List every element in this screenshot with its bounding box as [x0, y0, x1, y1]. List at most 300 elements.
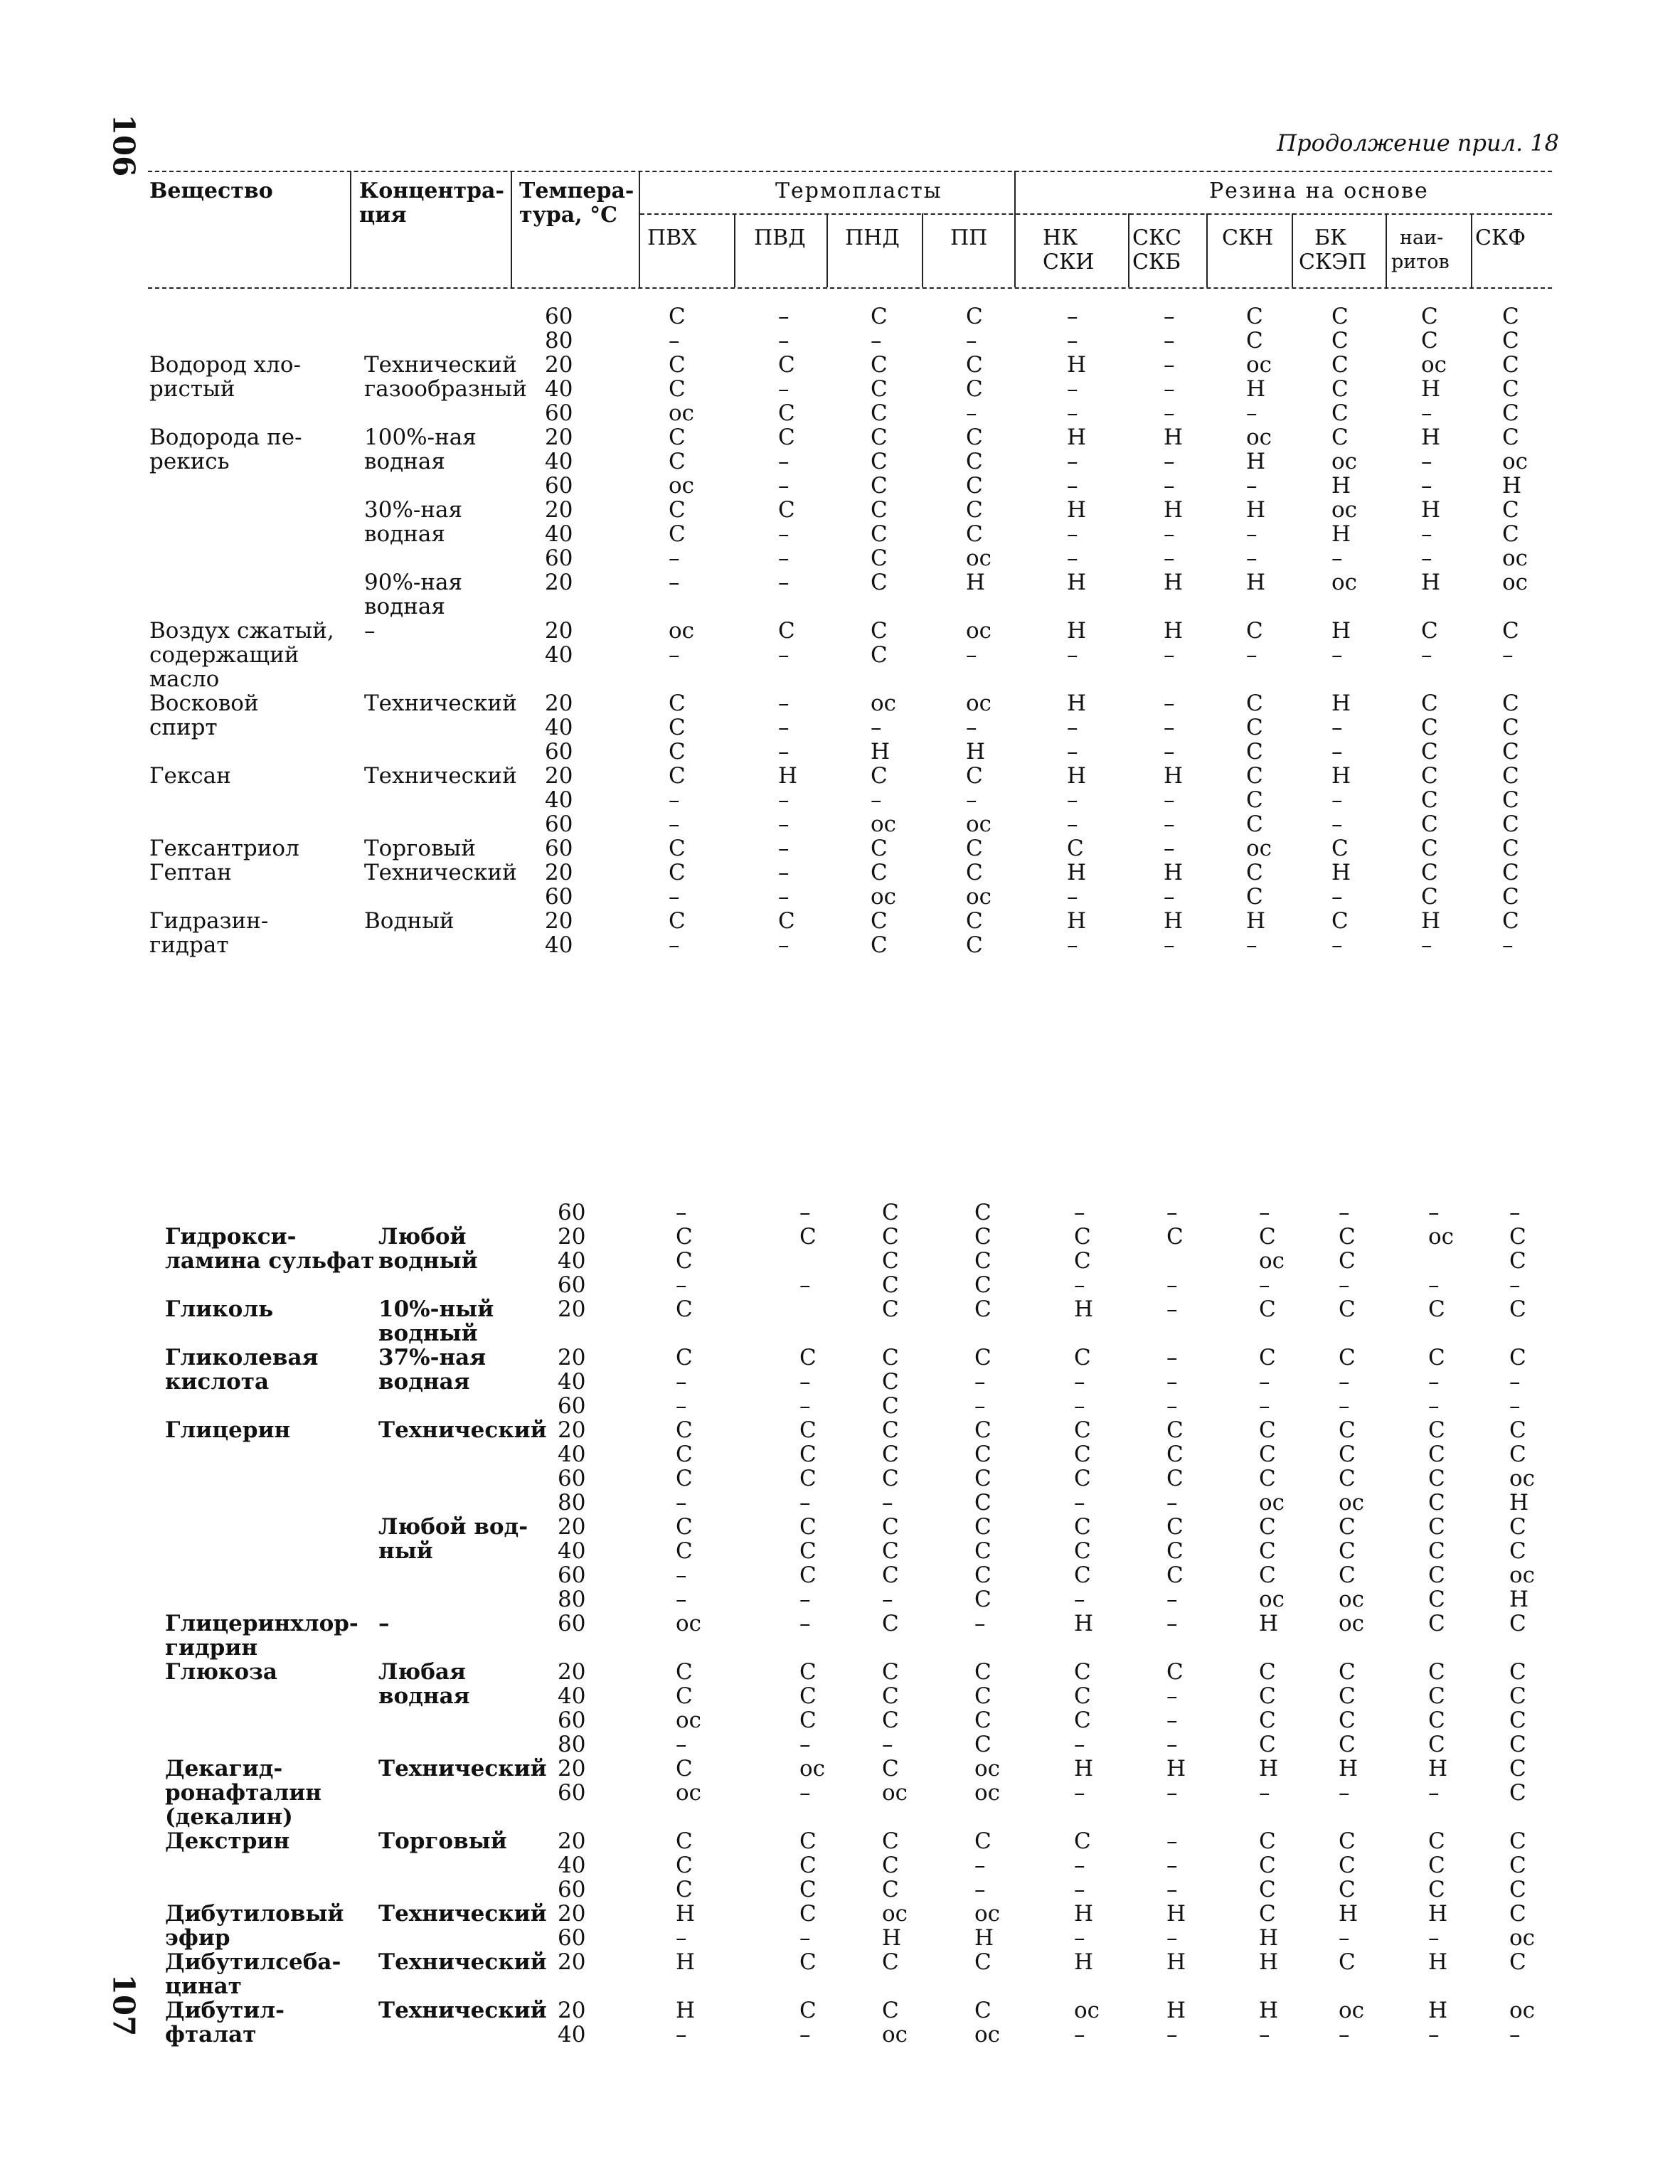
value-cell: Н	[1331, 618, 1351, 644]
value-cell: С	[974, 1272, 991, 1298]
value-cell: Н	[974, 1925, 994, 1951]
temperature-cell: 40	[545, 932, 573, 958]
value-cell: –	[778, 739, 790, 765]
value-cell: С	[1259, 1345, 1276, 1370]
temperature-cell: 60	[558, 1272, 586, 1298]
value-cell: –	[1339, 1780, 1350, 1806]
value-cell: С	[1339, 1877, 1356, 1902]
value-cell: С	[882, 1708, 899, 1733]
value-cell: –	[1259, 1780, 1270, 1806]
col-divider	[826, 213, 828, 287]
temperature-cell: 40	[545, 715, 573, 740]
value-cell: –	[1166, 1200, 1178, 1225]
value-cell: С	[1421, 860, 1438, 885]
value-cell: С	[1509, 1949, 1526, 1975]
value-cell: Н	[1164, 497, 1184, 523]
value-cell: С	[1331, 328, 1349, 353]
value-cell: С	[669, 908, 686, 934]
value-cell: С	[966, 521, 983, 547]
value-cell: Н	[1246, 497, 1266, 523]
value-cell: –	[1421, 642, 1432, 668]
value-cell: С	[1502, 715, 1519, 740]
value-cell: –	[669, 570, 680, 595]
value-cell: С	[1502, 884, 1519, 910]
value-cell: С	[1246, 763, 1263, 789]
temperature-cell: 20	[558, 1224, 586, 1250]
value-cell: –	[1331, 811, 1343, 837]
header-col-nairitov: наи- ритов	[1391, 227, 1450, 273]
temperature-cell: 80	[558, 1732, 586, 1757]
value-cell: С	[799, 1345, 817, 1370]
substance-cell: Гексан	[149, 763, 231, 789]
value-cell: –	[1067, 642, 1078, 668]
value-cell: Н	[1331, 473, 1351, 499]
value-cell: –	[669, 328, 680, 353]
value-cell: –	[1166, 2022, 1178, 2047]
value-cell: С	[669, 691, 686, 716]
value-cell: Н	[1331, 860, 1351, 885]
value-cell: –	[676, 1369, 687, 1395]
value-cell: Н	[1164, 908, 1184, 934]
value-cell: С	[778, 908, 795, 934]
temperature-cell: 60	[545, 811, 573, 837]
value-cell: –	[669, 642, 680, 668]
value-cell: –	[1509, 1393, 1521, 1419]
value-cell: –	[1166, 1828, 1178, 1854]
temperature-cell: 20	[545, 352, 573, 378]
concentration-cell: –	[364, 618, 376, 644]
value-cell: С	[882, 1683, 899, 1709]
value-cell: С	[966, 473, 983, 499]
value-cell: С	[676, 1345, 693, 1370]
value-cell: –	[1164, 521, 1175, 547]
value-cell: С	[676, 1538, 693, 1564]
value-cell: –	[799, 1587, 811, 1612]
value-cell: С	[799, 1877, 817, 1902]
value-cell: –	[1074, 1369, 1085, 1395]
concentration-cell: Любой	[378, 1224, 467, 1250]
temperature-cell: 60	[558, 1393, 586, 1419]
value-cell: С	[1502, 352, 1519, 378]
value-cell: Н	[1502, 473, 1522, 499]
value-cell: –	[1074, 1853, 1085, 1878]
value-cell: –	[778, 884, 790, 910]
value-cell: Н	[1067, 618, 1087, 644]
value-cell: С	[871, 642, 888, 668]
value-cell: С	[1246, 884, 1263, 910]
value-cell: С	[882, 1659, 899, 1685]
value-cell: С	[1509, 1828, 1526, 1854]
concentration-cell: Торговый	[364, 836, 476, 861]
value-cell: –	[778, 473, 790, 499]
value-cell: Н	[676, 1949, 696, 1975]
value-cell: Н	[1509, 1490, 1529, 1516]
value-cell: С	[1502, 787, 1519, 813]
value-cell: С	[1421, 787, 1438, 813]
value-cell: С	[1259, 1514, 1276, 1540]
value-cell: Н	[1428, 1998, 1448, 2023]
temperature-cell: 60	[558, 1877, 586, 1902]
value-cell: С	[676, 1442, 693, 1467]
value-cell: ос	[882, 2022, 908, 2047]
value-cell: –	[676, 2022, 687, 2047]
value-cell: –	[1164, 642, 1175, 668]
value-cell: Н	[1246, 908, 1266, 934]
substance-cell: Глюкоза	[165, 1659, 277, 1685]
value-cell: Н	[1164, 860, 1184, 885]
concentration-cell: Водный	[364, 908, 454, 934]
value-cell: С	[974, 1683, 991, 1709]
header-col-pvh: ПВХ	[647, 225, 697, 250]
value-cell: –	[778, 376, 790, 402]
value-cell: –	[1331, 642, 1343, 668]
value-cell: –	[799, 1393, 811, 1419]
value-cell: Н	[1509, 1587, 1529, 1612]
value-cell: С	[1428, 1490, 1445, 1516]
substance-cell: Водорода пе-	[149, 425, 302, 450]
temperature-cell: 20	[545, 425, 573, 450]
value-cell: Н	[1331, 691, 1351, 716]
value-cell: –	[778, 570, 790, 595]
value-cell: С	[1074, 1562, 1091, 1588]
value-cell: С	[799, 1683, 817, 1709]
substance-cell: цинат	[165, 1973, 242, 1999]
value-cell: С	[1509, 1683, 1526, 1709]
value-cell: –	[778, 642, 790, 668]
value-cell: С	[882, 1224, 899, 1250]
value-cell: Н	[1259, 1756, 1279, 1781]
value-cell: С	[1074, 1417, 1091, 1443]
col-divider	[350, 171, 351, 287]
value-cell: ос	[974, 1780, 1001, 1806]
value-cell: –	[974, 1393, 986, 1419]
value-cell: С	[871, 763, 888, 789]
value-cell: С	[871, 425, 888, 450]
value-cell: С	[1259, 1708, 1276, 1733]
header-col-pvd: ПВД	[754, 225, 806, 250]
value-cell: С	[799, 1659, 817, 1685]
temperature-cell: 60	[558, 1611, 586, 1636]
continuation-note: Продолжение прил. 18	[1277, 129, 1559, 156]
value-cell: Н	[1067, 860, 1087, 885]
col-divider	[1292, 213, 1293, 287]
value-cell: С	[676, 1756, 693, 1781]
temperature-cell: 60	[545, 545, 573, 571]
value-cell: –	[1067, 739, 1078, 765]
value-cell: –	[1246, 642, 1258, 668]
value-cell: С	[974, 1345, 991, 1370]
value-cell: –	[799, 1200, 811, 1225]
col-divider	[734, 213, 735, 287]
value-cell: С	[882, 1466, 899, 1491]
value-cell: С	[1259, 1828, 1276, 1854]
value-cell: Н	[882, 1925, 902, 1951]
value-cell: С	[1074, 1345, 1091, 1370]
value-cell: Н	[1166, 1949, 1186, 1975]
value-cell: С	[676, 1853, 693, 1878]
temperature-cell: 20	[558, 1949, 586, 1975]
concentration-cell: Технический	[364, 352, 517, 378]
value-cell: С	[871, 618, 888, 644]
value-cell: С	[1509, 1877, 1526, 1902]
header-rubber: Резина на основе	[1209, 179, 1429, 203]
value-cell: С	[799, 1853, 817, 1878]
value-cell: –	[1074, 1925, 1085, 1951]
value-cell: –	[1067, 304, 1078, 329]
concentration-cell: Торговый	[378, 1828, 507, 1854]
value-cell: –	[871, 715, 882, 740]
col-divider	[1014, 171, 1016, 287]
value-cell: С	[966, 376, 983, 402]
concentration-cell: водная	[364, 594, 445, 619]
value-cell: С	[1421, 691, 1438, 716]
value-cell: С	[1509, 1611, 1526, 1636]
value-cell: Н	[1421, 497, 1441, 523]
value-cell: С	[974, 1587, 991, 1612]
value-cell: С	[1166, 1417, 1184, 1443]
concentration-cell: Технический	[364, 691, 517, 716]
value-cell: С	[882, 1248, 899, 1274]
value-cell: С	[1502, 328, 1519, 353]
value-cell: –	[1067, 811, 1078, 837]
value-cell: С	[1428, 1296, 1445, 1322]
value-cell: С	[1509, 1345, 1526, 1370]
substance-cell: Декагид-	[165, 1756, 283, 1781]
substance-cell: эфир	[165, 1925, 230, 1951]
value-cell: Н	[1067, 763, 1087, 789]
value-cell: –	[1067, 376, 1078, 402]
temperature-cell: 60	[545, 836, 573, 861]
value-cell: –	[882, 1732, 893, 1757]
value-cell: С	[966, 449, 983, 474]
substance-cell: Глицеринхлор-	[165, 1611, 358, 1636]
value-cell: Н	[676, 1998, 696, 2023]
value-cell: –	[1421, 473, 1432, 499]
temperature-cell: 60	[545, 400, 573, 426]
value-cell: С	[966, 425, 983, 450]
value-cell: С	[882, 1417, 899, 1443]
value-cell: С	[882, 1877, 899, 1902]
value-cell: С	[1074, 1248, 1091, 1274]
temperature-cell: 20	[558, 1345, 586, 1370]
value-cell: –	[1166, 1925, 1178, 1951]
value-cell: С	[799, 1562, 817, 1588]
value-cell: ос	[966, 691, 992, 716]
value-cell: С	[799, 1901, 817, 1927]
value-cell: С	[1339, 1828, 1356, 1854]
header-mid-rule	[640, 213, 1552, 215]
value-cell: С	[966, 763, 983, 789]
value-cell: –	[1067, 545, 1078, 571]
value-cell: Н	[1067, 352, 1087, 378]
value-cell: С	[1421, 763, 1438, 789]
value-cell: С	[1331, 376, 1349, 402]
concentration-cell: Технический	[364, 860, 517, 885]
value-cell: –	[1331, 739, 1343, 765]
value-cell: –	[1074, 2022, 1085, 2047]
value-cell: Н	[1421, 376, 1441, 402]
value-cell: –	[1502, 642, 1514, 668]
value-cell: С	[1339, 1562, 1356, 1588]
value-cell: С	[1339, 1514, 1356, 1540]
value-cell: С	[1331, 304, 1349, 329]
temperature-cell: 40	[545, 376, 573, 402]
concentration-cell: 100%-ная	[364, 425, 477, 450]
value-cell: –	[1166, 1272, 1178, 1298]
value-cell: –	[1074, 1732, 1085, 1757]
header-col-pp: ПП	[950, 225, 988, 250]
value-cell: С	[882, 1949, 899, 1975]
value-cell: С	[1246, 304, 1263, 329]
value-cell: –	[1331, 884, 1343, 910]
value-cell: Н	[778, 763, 798, 789]
value-cell: С	[1502, 691, 1519, 716]
value-cell: –	[799, 1780, 811, 1806]
value-cell: С	[882, 1272, 899, 1298]
header-col-nk-ski: НК СКИ	[1043, 225, 1095, 275]
value-cell: ос	[1339, 1587, 1365, 1612]
value-cell: С	[1074, 1659, 1091, 1685]
value-cell: –	[1164, 884, 1175, 910]
value-cell: С	[669, 497, 686, 523]
value-cell: –	[1509, 2022, 1521, 2047]
value-cell: С	[1259, 1732, 1276, 1757]
value-cell: –	[1421, 545, 1432, 571]
substance-cell: содержащий	[149, 642, 299, 668]
substance-cell: Дибутиловый	[165, 1901, 344, 1927]
header-temperature: Темпера- тура, °С	[519, 179, 634, 228]
value-cell: С	[1339, 1732, 1356, 1757]
value-cell: –	[1428, 2022, 1440, 2047]
value-cell: С	[882, 1345, 899, 1370]
value-cell: –	[1166, 1611, 1178, 1636]
value-cell: –	[974, 1611, 986, 1636]
value-cell: Н	[1421, 908, 1441, 934]
value-cell: С	[1259, 1877, 1276, 1902]
value-cell: С	[1509, 1901, 1526, 1927]
value-cell: –	[1331, 787, 1343, 813]
header-col-pnd: ПНД	[845, 225, 900, 250]
value-cell: –	[1166, 1490, 1178, 1516]
col-divider	[1128, 213, 1129, 287]
value-cell: С	[871, 449, 888, 474]
value-cell: С	[871, 400, 888, 426]
concentration-cell: водная	[378, 1369, 470, 1395]
temperature-cell: 20	[558, 1417, 586, 1443]
value-cell: С	[882, 1442, 899, 1467]
value-cell: С	[974, 1659, 991, 1685]
value-cell: С	[1331, 425, 1349, 450]
substance-cell: спирт	[149, 715, 218, 740]
value-cell: Н	[1421, 425, 1441, 450]
header-thermoplastics: Термопласты	[775, 179, 942, 203]
value-cell: С	[974, 1708, 991, 1733]
value-cell: С	[882, 1538, 899, 1564]
value-cell: –	[871, 787, 882, 813]
substance-cell: ламина сульфат	[165, 1248, 375, 1274]
value-cell: ос	[1339, 1611, 1365, 1636]
value-cell: –	[1164, 473, 1175, 499]
value-cell: ос	[1259, 1587, 1285, 1612]
value-cell: С	[1166, 1224, 1184, 1250]
value-cell: –	[1164, 787, 1175, 813]
value-cell: –	[799, 1732, 811, 1757]
value-cell: Н	[676, 1901, 696, 1927]
value-cell: –	[871, 328, 882, 353]
value-cell: С	[871, 860, 888, 885]
value-cell: С	[1509, 1248, 1526, 1274]
value-cell: –	[778, 449, 790, 474]
value-cell: –	[974, 1853, 986, 1878]
value-cell: –	[1166, 1708, 1178, 1733]
value-cell: –	[1331, 932, 1343, 958]
concentration-cell: 90%-ная	[364, 570, 463, 595]
value-cell: С	[676, 1224, 693, 1250]
substance-cell: Декстрин	[165, 1828, 290, 1854]
value-cell: –	[1246, 932, 1258, 958]
substance-cell: гидрин	[165, 1635, 258, 1661]
header-col-sks-skb: СКС СКБ	[1132, 225, 1182, 275]
value-cell: С	[974, 1998, 991, 2023]
value-cell: С	[1428, 1732, 1445, 1757]
value-cell: С	[676, 1466, 693, 1491]
value-cell: Н	[1246, 376, 1266, 402]
value-cell: Н	[1067, 497, 1087, 523]
value-cell: С	[669, 763, 686, 789]
value-cell: Н	[1074, 1901, 1094, 1927]
value-cell: ос	[871, 884, 897, 910]
value-cell: –	[1164, 932, 1175, 958]
value-cell: ос	[676, 1611, 702, 1636]
value-cell: С	[669, 521, 686, 547]
value-cell: Н	[1428, 1949, 1448, 1975]
value-cell: С	[1502, 618, 1519, 644]
value-cell: Н	[966, 739, 986, 765]
value-cell: С	[1509, 1538, 1526, 1564]
value-cell: С	[966, 497, 983, 523]
value-cell: –	[778, 787, 790, 813]
value-cell: –	[676, 1562, 687, 1588]
value-cell: С	[1428, 1683, 1445, 1709]
value-cell: С	[1259, 1296, 1276, 1322]
value-cell: С	[871, 545, 888, 571]
value-cell: –	[1067, 884, 1078, 910]
temperature-cell: 20	[558, 1756, 586, 1781]
value-cell: С	[1421, 739, 1438, 765]
header-col-skn: СКН	[1222, 225, 1274, 250]
temperature-cell: 60	[558, 1200, 586, 1225]
value-cell: ос	[1509, 1562, 1536, 1588]
value-cell: –	[1166, 1296, 1178, 1322]
value-cell: С	[1502, 739, 1519, 765]
value-cell: –	[676, 1732, 687, 1757]
concentration-cell: 10%-ный	[378, 1296, 494, 1322]
substance-cell: Гидразин-	[149, 908, 269, 934]
temperature-cell: 40	[558, 1248, 586, 1274]
temperature-cell: 20	[545, 618, 573, 644]
value-cell: С	[1428, 1345, 1445, 1370]
substance-cell: ристый	[149, 376, 235, 402]
value-cell: –	[669, 787, 680, 813]
temperature-cell: 40	[558, 1442, 586, 1467]
temperature-cell: 20	[545, 763, 573, 789]
concentration-cell: 30%-ная	[364, 497, 463, 523]
value-cell: –	[1166, 1683, 1178, 1709]
value-cell: –	[1067, 715, 1078, 740]
value-cell: С	[871, 376, 888, 402]
value-cell: Н	[1259, 1949, 1279, 1975]
value-cell: Н	[1331, 763, 1351, 789]
